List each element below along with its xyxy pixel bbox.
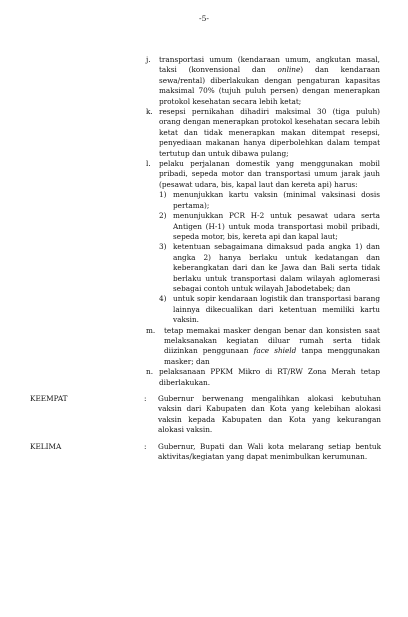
list-item-text: tetap memakai masker dengan benar dan konsisten saat melaksanakan kegiatan diluar rumah serta tidak diizinkan penggunaan face shield tanpa menggunakan masker; dan xyxy=(164,325,380,366)
list-marker: n. xyxy=(146,367,154,377)
list-marker: m. xyxy=(146,325,156,335)
section-colon: : xyxy=(144,441,147,451)
list-item-l xyxy=(146,159,380,326)
page-number: -5- xyxy=(199,14,209,23)
sub-marker: 2) xyxy=(159,211,167,221)
section-kelima xyxy=(0,442,408,463)
sub-item-2 xyxy=(159,211,380,242)
section-colon: : xyxy=(144,394,147,403)
sub-item-text: ketentuan sebagaimana dimaksud pada angka 1) dan angka 2) hanya berlaku untuk kedatangan dan keberangkatan dari dan ke Jawa dan Bali serta tidak berlaku untuk transportasi dalam wilayah aglomerasi sebagai contoh untuk wilayah Jabodetabek; dan xyxy=(173,242,380,293)
sub-marker: 3) xyxy=(159,242,167,252)
list-marker: l. xyxy=(146,159,151,169)
sub-item-text: menunjukkan kartu vaksin (minimal vaksinasi dosis pertama); xyxy=(173,190,380,210)
list-item-text: pelaksanaan PPKM Mikro di RT/RW Zona Merah tetap diberlakukan. xyxy=(159,367,380,387)
list-item-n xyxy=(146,367,380,388)
italic-term: face shield xyxy=(253,346,297,356)
list-marker: j. xyxy=(146,55,151,64)
sub-marker: 1) xyxy=(159,190,167,200)
sub-item-4 xyxy=(159,294,380,325)
list-item-m xyxy=(146,326,380,368)
section-label: KEEMPAT xyxy=(30,394,68,403)
document-body xyxy=(0,55,408,462)
sub-item-text: menunjukkan PCR H-2 untuk pesawat udara serta Antigen (H-1) untuk moda transportasi mobil pribadi, sepeda motor, bis, kereta api dan kapal laut; xyxy=(173,211,380,241)
sub-item-1 xyxy=(159,190,380,211)
list-marker: k. xyxy=(146,107,153,117)
section-text: Gubernur berwenang mengalihkan alokasi kebutuhan vaksin dari Kabupaten dan Kota yang kelebihan alokasi vaksin kepada Kabupaten dan Kota yang kekurangan alokasi vaksin. xyxy=(158,394,381,435)
list-item-text: transportasi umum (kendaraan umum, angkutan masal, taksi (konvensional dan online) dan kendaraan sewa/rental) diberlakukan dengan pengaturan kapasitas maksimal 70% (tujuh puluh persen) dengan menerapkan protokol kesehatan secara lebih ketat; xyxy=(159,55,380,106)
list-item-j xyxy=(146,55,380,107)
section-label: KELIMA xyxy=(30,441,62,451)
section-keempat xyxy=(0,394,408,436)
list-item-k xyxy=(146,107,380,159)
italic-term: online xyxy=(277,65,301,75)
sub-item-text: untuk sopir kendaraan logistik dan transportasi barang lainnya dikecualikan dari ketentuan memiliki kartu vaksin. xyxy=(173,294,380,325)
list-item-text: resepsi pernikahan dihadiri maksimal 30 (tiga puluh) orang dengan menerapkan protokol kesehatan secara lebih ketat dan tidak menerapkan makan ditempat resepsi, penyediaan makanan hanya diperbolehkan dalam tempat tertutup dan untuk dibawa pulang; xyxy=(159,107,380,158)
sub-marker: 4) xyxy=(159,294,167,304)
sub-item-3 xyxy=(159,242,380,294)
list-item-text: pelaku perjalanan domestik yang menggunakan mobil pribadi, sepeda motor dan transportasi umum jarak jauh (pesawat udara, bis, kapal laut dan kereta api) harus: xyxy=(159,159,380,189)
section-text: Gubernur, Bupati dan Wali kota melarang setiap bentuk aktivitas/kegiatan yang dapat menimbulkan kerumunan. xyxy=(158,441,381,462)
